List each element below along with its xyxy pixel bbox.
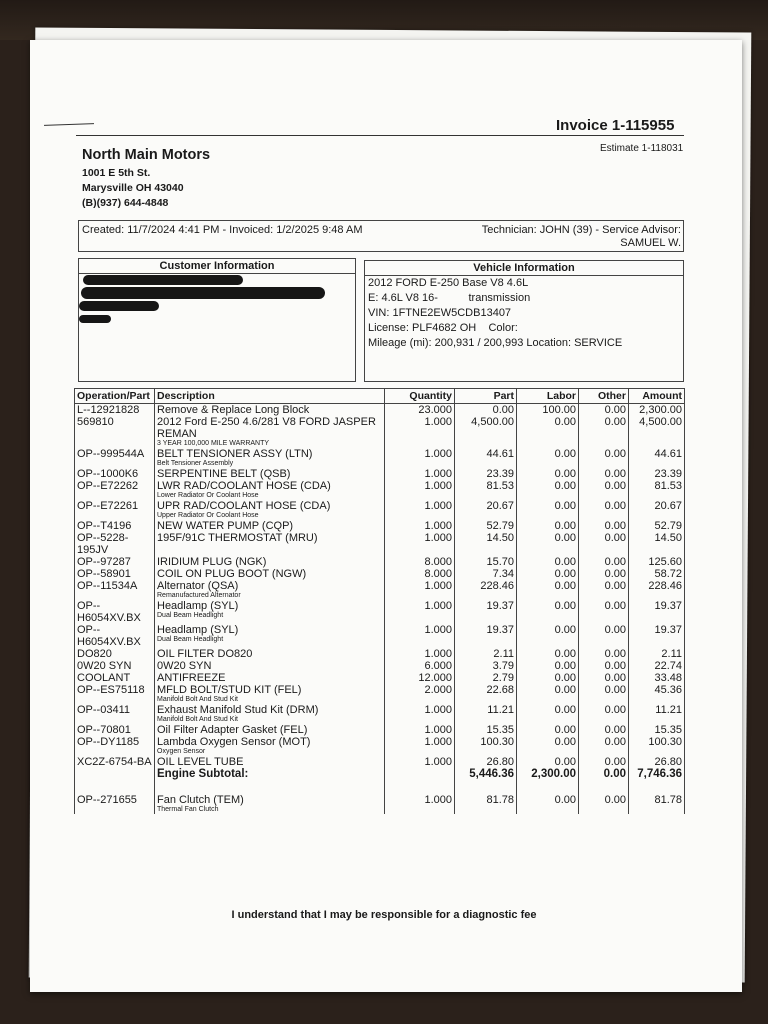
amount-cell: 58.72 [629, 568, 685, 580]
diagnostic-fee-disclaimer: I understand that I may be responsible for a diagnostic fee [231, 909, 537, 921]
item-description [155, 580, 385, 600]
part-cell: 228.46 [455, 580, 517, 600]
table-row [75, 404, 685, 417]
col-part: Part [455, 389, 517, 404]
part-cell: 0.00 [455, 404, 517, 417]
table-row [75, 624, 685, 648]
part-cell: 44.61 [455, 448, 517, 468]
amount-cell: 45.36 [629, 684, 685, 704]
operation-code: OP--999544A [75, 448, 155, 468]
description-text: BELT TENSIONER ASSY (LTN) [157, 448, 313, 460]
redaction-mark [79, 315, 111, 323]
quantity-cell: 1.000 [385, 468, 455, 480]
quantity-cell: 8.000 [385, 556, 455, 568]
amount-cell: 44.61 [629, 448, 685, 468]
table-row [75, 756, 685, 768]
description-subtext: Thermal Fan Clutch [157, 806, 219, 813]
operation-code: OP--03411 [75, 704, 155, 724]
vehicle-info-header: Vehicle Information [365, 261, 683, 276]
labor-cell: 0.00 [517, 556, 579, 568]
description-text: Headlamp (SYL) [157, 600, 239, 612]
table-row [75, 480, 685, 500]
labor-cell: 0.00 [517, 520, 579, 532]
created-info-box [78, 220, 684, 252]
operation-code: OP--E72262 [75, 480, 155, 500]
operation-code: OP--97287 [75, 556, 155, 568]
vehicle-line: 2012 FORD E-250 Base V8 4.6L [368, 277, 529, 289]
table-row [75, 468, 685, 480]
amount-cell: 26.80 [629, 756, 685, 768]
labor-cell: 0.00 [517, 532, 579, 556]
description-subtext: Upper Radiator Or Coolant Hose [157, 512, 259, 519]
quantity-cell: 1.000 [385, 416, 455, 448]
operation-code: OP--H6054XV.BX [75, 624, 155, 648]
part-cell: 19.37 [455, 624, 517, 648]
company-name: North Main Motors [82, 147, 211, 163]
table-row [75, 448, 685, 468]
table-row [75, 736, 685, 756]
quantity-cell: 1.000 [385, 532, 455, 556]
subtotal-amount: 7,746.36 [629, 768, 685, 794]
item-description [155, 756, 385, 768]
amount-cell: 125.60 [629, 556, 685, 568]
operation-code: 0W20 SYN [75, 660, 155, 672]
subtotal-label: Engine Subtotal: [155, 768, 385, 794]
redaction-mark [81, 287, 325, 299]
description-subtext: 3 YEAR 100,000 MILE WARRANTY [157, 440, 270, 447]
labor-cell: 0.00 [517, 448, 579, 468]
amount-cell: 19.37 [629, 600, 685, 624]
part-cell: 23.39 [455, 468, 517, 480]
other-cell: 0.00 [579, 756, 629, 768]
other-cell: 0.00 [579, 624, 629, 648]
operation-code: OP--70801 [75, 724, 155, 736]
table-row [75, 704, 685, 724]
description-subtext: Remanufactured Alternator [157, 592, 241, 599]
table-row [75, 684, 685, 704]
description-text: OIL FILTER DO820 [157, 648, 253, 660]
other-cell: 0.00 [579, 600, 629, 624]
labor-cell: 0.00 [517, 704, 579, 724]
operation-code: OP--1000K6 [75, 468, 155, 480]
item-description [155, 448, 385, 468]
amount-cell: 2,300.00 [629, 404, 685, 417]
col-other: Other [579, 389, 629, 404]
part-cell: 81.53 [455, 480, 517, 500]
advisor-line: SAMUEL W. [620, 237, 681, 249]
operation-code: OP--H6054XV.BX [75, 600, 155, 624]
item-description [155, 468, 385, 480]
labor-cell: 0.00 [517, 580, 579, 600]
part-cell: 2.11 [455, 648, 517, 660]
table-row [75, 672, 685, 684]
quantity-cell: 1.000 [385, 520, 455, 532]
part-cell: 11.21 [455, 704, 517, 724]
table-row [75, 648, 685, 660]
amount-cell: 4,500.00 [629, 416, 685, 448]
item-description [155, 532, 385, 556]
labor-cell: 0.00 [517, 756, 579, 768]
operation-code: DO820 [75, 648, 155, 660]
part-cell: 100.30 [455, 736, 517, 756]
quantity-cell: 8.000 [385, 568, 455, 580]
item-description [155, 520, 385, 532]
col-quantity: Quantity [385, 389, 455, 404]
vehicle-line: Mileage (mi): 200,931 / 200,993 Location: SERVICE [368, 337, 623, 349]
description-subtext: Manifold Bolt And Stud Kit [157, 716, 238, 723]
quantity-cell: 1.000 [385, 448, 455, 468]
header-rule [76, 135, 684, 136]
quantity-cell: 1.000 [385, 500, 455, 520]
labor-cell: 0.00 [517, 468, 579, 480]
table-row [75, 568, 685, 580]
description-text: OIL LEVEL TUBE [157, 756, 244, 768]
quantity-cell: 1.000 [385, 480, 455, 500]
description-text: UPR RAD/COOLANT HOSE (CDA) [157, 500, 331, 512]
description-text: SERPENTINE BELT (QSB) [157, 468, 291, 480]
customer-info-header: Customer Information [79, 259, 355, 274]
company-address-2: Marysville OH 43040 [82, 182, 184, 194]
other-cell: 0.00 [579, 568, 629, 580]
quantity-cell: 1.000 [385, 736, 455, 756]
labor-cell: 0.00 [517, 500, 579, 520]
invoice-title: Invoice 1-115955 [556, 117, 675, 134]
description-text: Fan Clutch (TEM) [157, 794, 244, 806]
other-cell: 0.00 [579, 736, 629, 756]
subtotal-spacer [385, 768, 455, 794]
amount-cell: 22.74 [629, 660, 685, 672]
engine-subtotal-row [75, 768, 685, 794]
description-text: 195F/91C THERMOSTAT (MRU) [157, 532, 318, 544]
description-text: COIL ON PLUG BOOT (NGW) [157, 568, 307, 580]
labor-cell: 0.00 [517, 480, 579, 500]
vehicle-line: E: 4.6L V8 16- transmission [368, 292, 531, 304]
description-text: MFLD BOLT/STUD KIT (FEL) [157, 684, 302, 696]
operation-code: OP--E72261 [75, 500, 155, 520]
other-cell: 0.00 [579, 580, 629, 600]
item-description [155, 736, 385, 756]
table-row [75, 556, 685, 568]
other-cell: 0.00 [579, 416, 629, 448]
item-description [155, 724, 385, 736]
vehicle-line: License: PLF4682 OH Color: [368, 322, 518, 334]
operation-code: OP--271655 [75, 794, 155, 814]
labor-cell: 0.00 [517, 736, 579, 756]
item-description [155, 480, 385, 500]
other-cell: 0.00 [579, 648, 629, 660]
subtotal-spacer [75, 768, 155, 794]
description-text: NEW WATER PUMP (CQP) [157, 520, 294, 532]
amount-cell: 81.53 [629, 480, 685, 500]
col-amount: Amount [629, 389, 685, 404]
quantity-cell: 2.000 [385, 684, 455, 704]
subtotal-labor: 2,300.00 [517, 768, 579, 794]
description-text: Lambda Oxygen Sensor (MOT) [157, 736, 311, 748]
item-description [155, 500, 385, 520]
amount-cell: 33.48 [629, 672, 685, 684]
table-row [75, 580, 685, 600]
amount-cell: 20.67 [629, 500, 685, 520]
labor-cell: 0.00 [517, 624, 579, 648]
part-cell: 15.35 [455, 724, 517, 736]
quantity-cell: 1.000 [385, 704, 455, 724]
item-description [155, 704, 385, 724]
operation-code: 569810 [75, 416, 155, 448]
other-cell: 0.00 [579, 556, 629, 568]
part-cell: 2.79 [455, 672, 517, 684]
amount-cell: 19.37 [629, 624, 685, 648]
item-description [155, 600, 385, 624]
technician-advisor [421, 224, 681, 250]
technician-line: Technician: JOHN (39) - Service Advisor: [481, 224, 681, 236]
item-description [155, 404, 385, 417]
amount-cell: 81.78 [629, 794, 685, 814]
other-cell: 0.00 [579, 468, 629, 480]
description-subtext: Manifold Bolt And Stud Kit [157, 696, 238, 703]
operation-code: OP--11534A [75, 580, 155, 600]
col-description: Description [155, 389, 385, 404]
labor-cell: 0.00 [517, 724, 579, 736]
table-header-row [75, 389, 685, 404]
part-cell: 4,500.00 [455, 416, 517, 448]
company-phone: (B)(937) 644-4848 [82, 197, 169, 209]
operation-code: OP--ES75118 [75, 684, 155, 704]
other-cell: 0.00 [579, 660, 629, 672]
quantity-cell: 12.000 [385, 672, 455, 684]
description-text: Headlamp (SYL) [157, 624, 239, 636]
description-subtext: Oxygen Sensor [157, 748, 206, 755]
quantity-cell: 1.000 [385, 580, 455, 600]
description-text: ANTIFREEZE [157, 672, 226, 684]
part-cell: 15.70 [455, 556, 517, 568]
other-cell: 0.00 [579, 794, 629, 814]
company-address-1: 1001 E 5th St. [82, 167, 151, 179]
description-subtext: Dual Beam Headlight [157, 636, 224, 643]
item-description [155, 624, 385, 648]
other-cell: 0.00 [579, 500, 629, 520]
description-text: 0W20 SYN [157, 660, 212, 672]
other-cell: 0.00 [579, 520, 629, 532]
quantity-cell: 1.000 [385, 724, 455, 736]
amount-cell: 100.30 [629, 736, 685, 756]
item-description [155, 648, 385, 660]
other-cell: 0.00 [579, 448, 629, 468]
operation-code: OP--58901 [75, 568, 155, 580]
col-labor: Labor [517, 389, 579, 404]
operation-code: OP--DY1185 [75, 736, 155, 756]
item-description [155, 672, 385, 684]
quantity-cell: 1.000 [385, 648, 455, 660]
part-cell: 14.50 [455, 532, 517, 556]
operation-code: COOLANT [75, 672, 155, 684]
operation-code: OP--T4196 [75, 520, 155, 532]
labor-cell: 0.00 [517, 672, 579, 684]
line-items-table [74, 388, 685, 814]
description-subtext: Lower Radiator Or Coolant Hose [157, 492, 259, 499]
labor-cell: 0.00 [517, 568, 579, 580]
table-row [75, 500, 685, 520]
part-cell: 3.79 [455, 660, 517, 672]
description-text: Alternator (QSA) [157, 580, 239, 592]
part-cell: 52.79 [455, 520, 517, 532]
other-cell: 0.00 [579, 404, 629, 417]
item-description [155, 556, 385, 568]
quantity-cell: 23.000 [385, 404, 455, 417]
customer-info-box [78, 258, 356, 382]
amount-cell: 2.11 [629, 648, 685, 660]
description-text: IRIDIUM PLUG (NGK) [157, 556, 267, 568]
other-cell: 0.00 [579, 532, 629, 556]
other-cell: 0.00 [579, 704, 629, 724]
description-text: 2012 Ford E-250 4.6/281 V8 FORD JASPER REMAN [157, 416, 376, 440]
labor-cell: 0.00 [517, 660, 579, 672]
estimate-number: Estimate 1-118031 [600, 143, 684, 154]
description-subtext: Belt Tensioner Assembly [157, 460, 234, 467]
amount-cell: 228.46 [629, 580, 685, 600]
item-description [155, 416, 385, 448]
labor-cell: 0.00 [517, 684, 579, 704]
other-cell: 0.00 [579, 684, 629, 704]
other-cell: 0.00 [579, 480, 629, 500]
quantity-cell: 1.000 [385, 756, 455, 768]
created-dates: Created: 11/7/2024 4:41 PM - Invoiced: 1/2/2025 9:48 AM [82, 224, 363, 236]
table-row [75, 660, 685, 672]
redaction-mark [79, 301, 159, 311]
other-cell: 0.00 [579, 672, 629, 684]
quantity-cell: 1.000 [385, 600, 455, 624]
part-cell: 81.78 [455, 794, 517, 814]
vehicle-line: VIN: 1FTNE2EW5CDB13407 [368, 307, 512, 319]
item-description [155, 684, 385, 704]
description-subtext: Dual Beam Headlight [157, 612, 224, 619]
description-text: Remove & Replace Long Block [157, 404, 310, 416]
subtotal-part: 5,446.36 [455, 768, 517, 794]
labor-cell: 0.00 [517, 416, 579, 448]
table-row [75, 600, 685, 624]
amount-cell: 11.21 [629, 704, 685, 724]
amount-cell: 23.39 [629, 468, 685, 480]
table-row [75, 794, 685, 814]
labor-cell: 100.00 [517, 404, 579, 417]
quantity-cell: 1.000 [385, 624, 455, 648]
description-text: Oil Filter Adapter Gasket (FEL) [157, 724, 308, 736]
labor-cell: 0.00 [517, 648, 579, 660]
amount-cell: 52.79 [629, 520, 685, 532]
part-cell: 26.80 [455, 756, 517, 768]
quantity-cell: 1.000 [385, 794, 455, 814]
part-cell: 22.68 [455, 684, 517, 704]
item-description [155, 794, 385, 814]
operation-code: XC2Z-6754-BA [75, 756, 155, 768]
description-text: LWR RAD/COOLANT HOSE (CDA) [157, 480, 331, 492]
labor-cell: 0.00 [517, 600, 579, 624]
redaction-mark [83, 275, 243, 285]
col-operation: Operation/Part [75, 389, 155, 404]
table-row [75, 724, 685, 736]
table-row [75, 416, 685, 448]
description-text: Exhaust Manifold Stud Kit (DRM) [157, 704, 319, 716]
subtotal-other: 0.00 [579, 768, 629, 794]
part-cell: 20.67 [455, 500, 517, 520]
table-row [75, 520, 685, 532]
item-description [155, 568, 385, 580]
part-cell: 19.37 [455, 600, 517, 624]
item-description [155, 660, 385, 672]
amount-cell: 15.35 [629, 724, 685, 736]
quantity-cell: 6.000 [385, 660, 455, 672]
table-row [75, 532, 685, 556]
other-cell: 0.00 [579, 724, 629, 736]
part-cell: 7.34 [455, 568, 517, 580]
labor-cell: 0.00 [517, 794, 579, 814]
operation-code: L--12921828 [75, 404, 155, 417]
amount-cell: 14.50 [629, 532, 685, 556]
vehicle-info-box [364, 260, 684, 382]
operation-code: OP--5228-195JV [75, 532, 155, 556]
